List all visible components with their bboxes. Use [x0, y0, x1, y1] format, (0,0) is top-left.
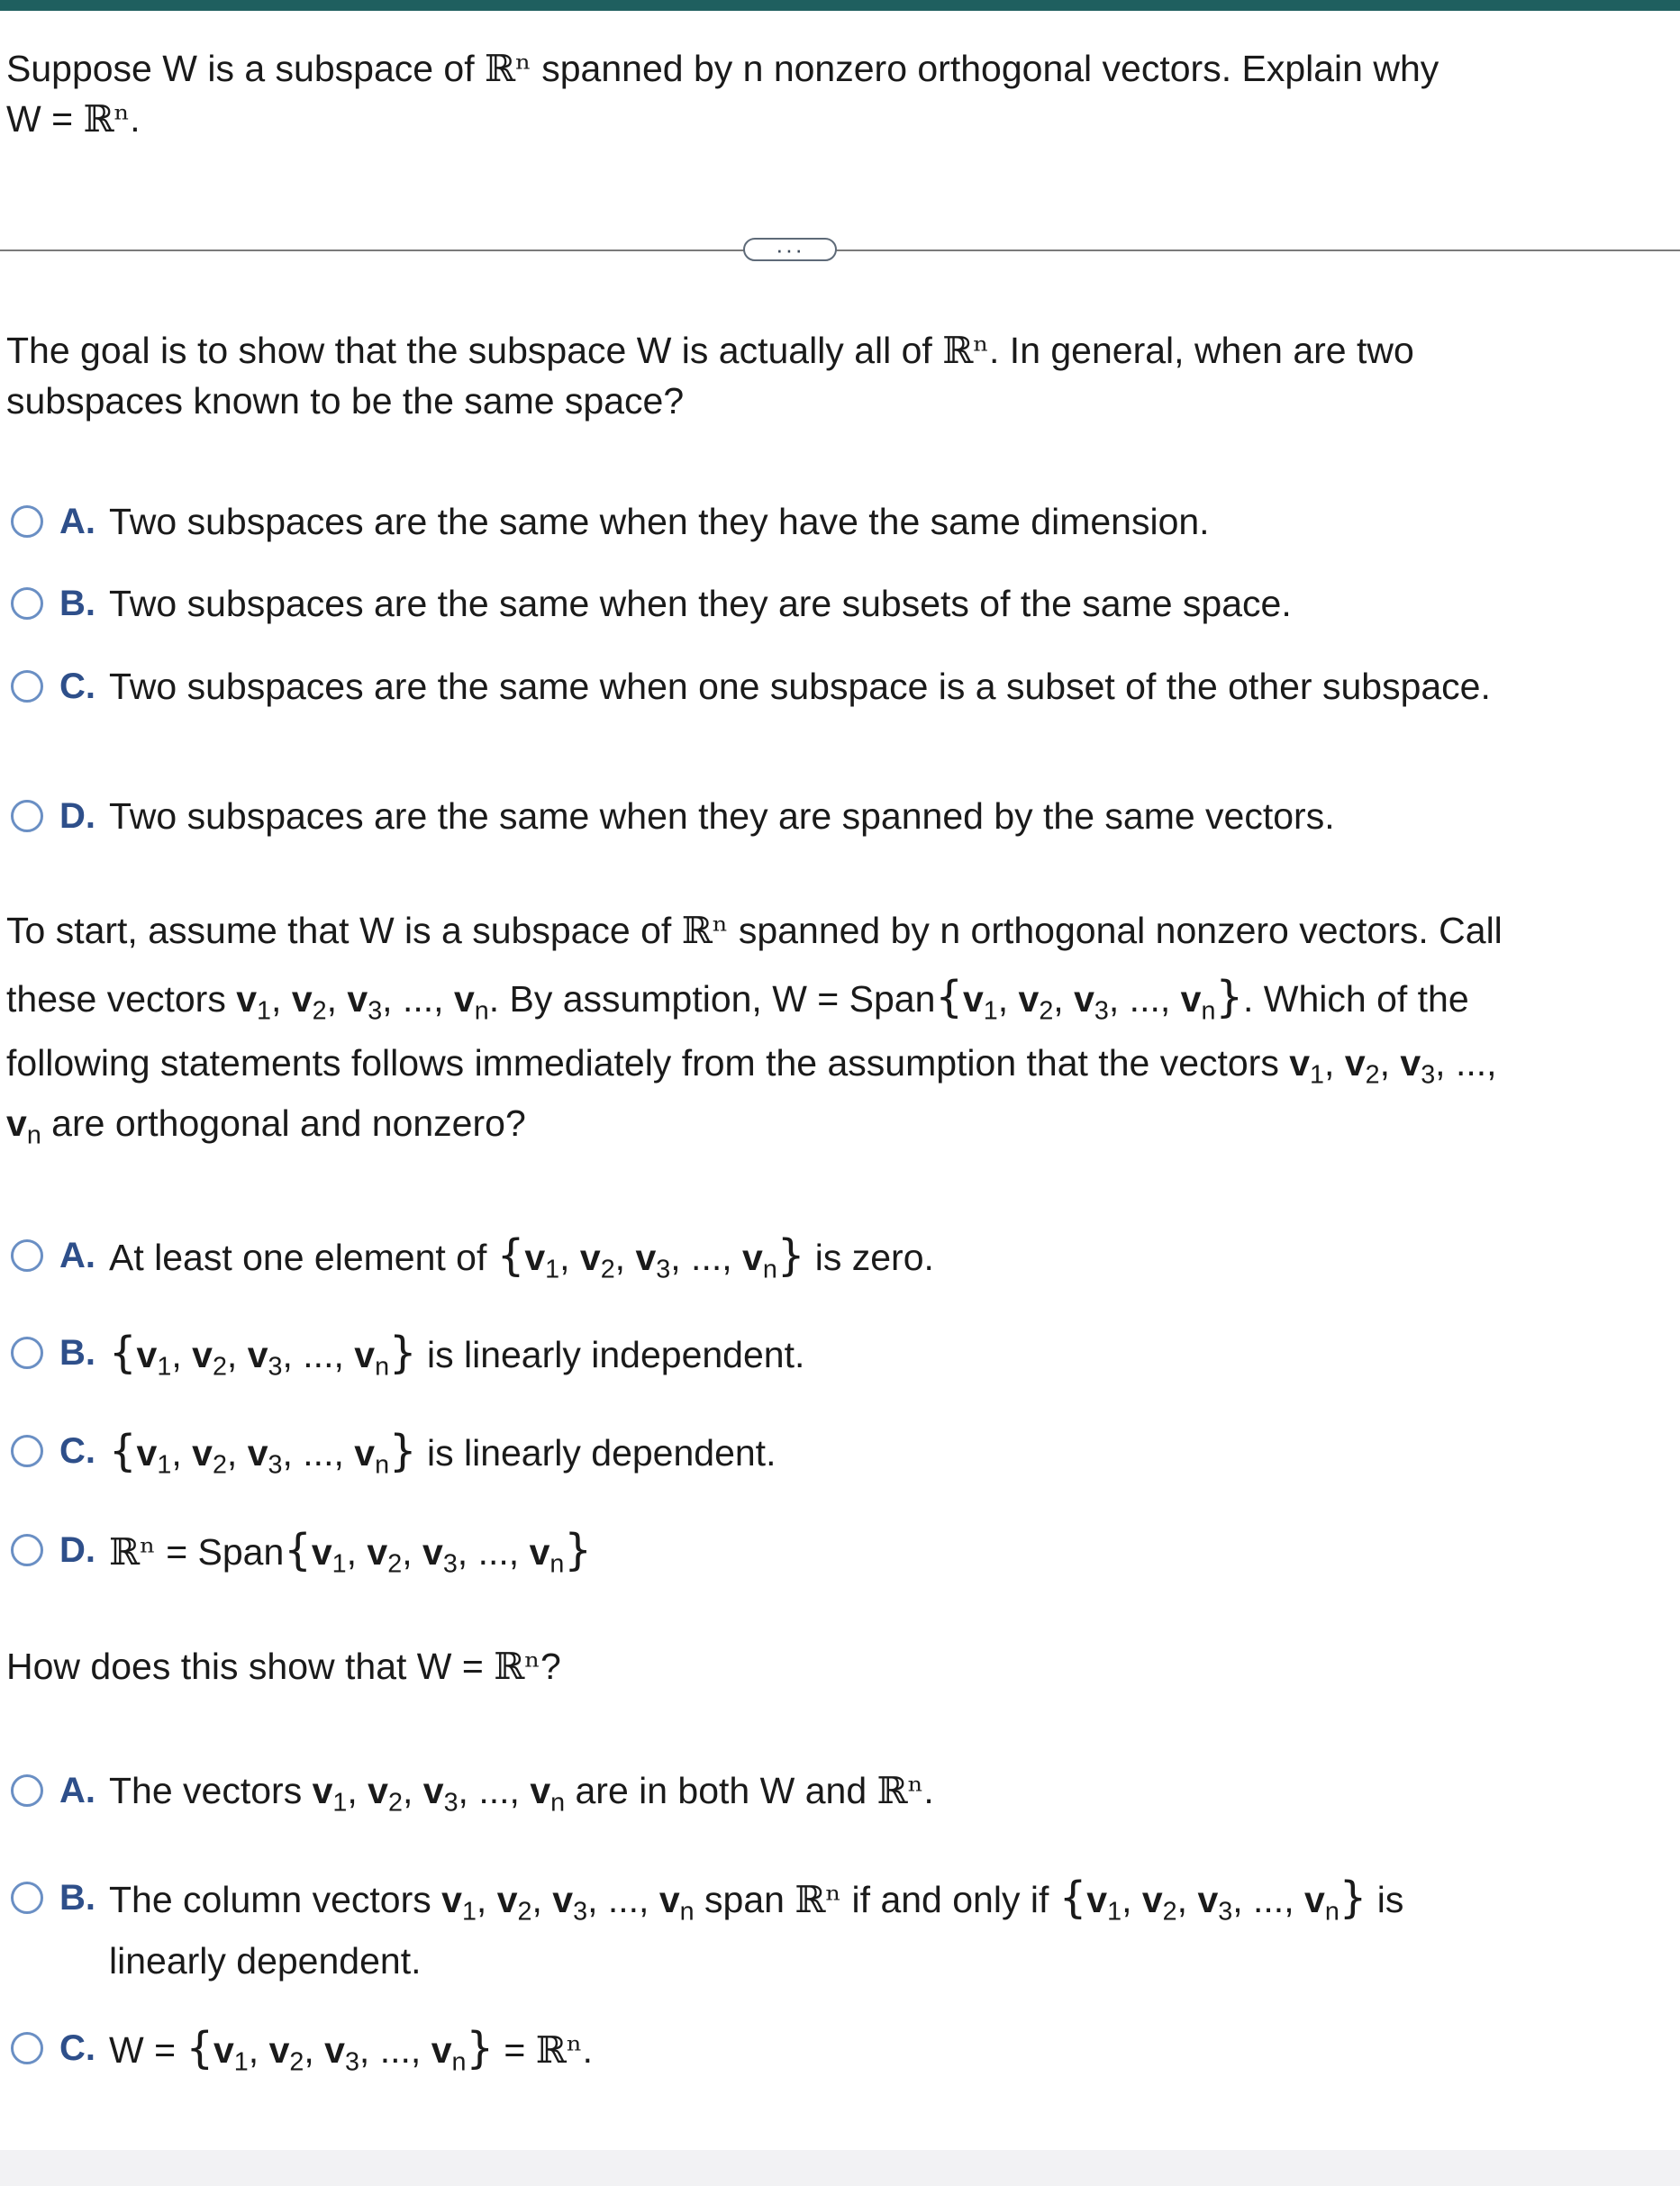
- part3-option-a[interactable]: A. The vectors $v_1$, $v_2$, $v_3$, ..., $v_n$ are in both W and ℝⁿ.: [11, 1769, 934, 1821]
- part1-option-a[interactable]: A. Two subspaces are the same when they have the same dimension.: [11, 500, 1210, 543]
- part1-option-d[interactable]: D. Two subspaces are the same when they are spanned by the same vectors.: [11, 794, 1335, 838]
- part2-question: To start, assume that W is a subspace of ℝⁿ spanned by n orthogonal nonzero vectors. Call these vectors $v_1$, $v_2$, $v_3$, ..., $v_n$. By assumption, $W = Span\{v_1$, $v_2$, $v_3$, ..., $v_n$}. Which of the following statements follows immediately from the assumption that the vectors $v_1$, $v_2$, $v_3$, ..., $v_n$ are orthogonal and nonzero?: [6, 909, 1503, 1151]
- radio-button[interactable]: [11, 670, 43, 703]
- radio-button[interactable]: [11, 1534, 43, 1566]
- radio-button[interactable]: [11, 587, 43, 620]
- bottom-bar: [0, 2150, 1680, 2186]
- radio-button[interactable]: [11, 1435, 43, 1467]
- question-prompt: Suppose W is a subspace of ℝⁿ spanned by n nonzero orthogonal vectors. Explain why W = ℝⁿ.: [6, 47, 1439, 141]
- part1-option-b[interactable]: B. Two subspaces are the same when they are subsets of the same space.: [11, 582, 1292, 625]
- radio-button[interactable]: [11, 1337, 43, 1369]
- radio-button[interactable]: [11, 1239, 43, 1272]
- part2-option-c[interactable]: C. {$v_1$, $v_2$, $v_3$, ..., $v_n$} is linearly dependent.: [11, 1429, 776, 1483]
- radio-button[interactable]: [11, 1882, 43, 1914]
- part3-option-c[interactable]: C. $W = \{v_1$, $v_2$, $v_3$, ..., $v_n$} = ℝⁿ.: [11, 2027, 593, 2081]
- radio-button[interactable]: [11, 1774, 43, 1807]
- part2-option-a[interactable]: A. At least one element of {$v_1$, $v_2$, $v_3$, ..., $v_n$} is zero.: [11, 1234, 934, 1288]
- radio-button[interactable]: [11, 505, 43, 538]
- part1-question: The goal is to show that the subspace W is actually all of ℝⁿ. In general, when are two subspaces known to be the same space?: [6, 329, 1414, 422]
- more-options-button[interactable]: ···: [743, 238, 837, 261]
- top-accent-bar: [0, 0, 1680, 11]
- part2-option-b[interactable]: B. {$v_1$, $v_2$, $v_3$, ..., $v_n$} is linearly independent.: [11, 1331, 804, 1385]
- section-divider: [0, 249, 1680, 251]
- part3-question: How does this show that W = ℝⁿ?: [6, 1645, 561, 1688]
- part2-option-d[interactable]: D. ℝⁿ = $Span\{v_1$, $v_2$, $v_3$, ..., $v_n$}: [11, 1528, 592, 1583]
- radio-button[interactable]: [11, 2032, 43, 2064]
- radio-button[interactable]: [11, 800, 43, 832]
- part1-option-c[interactable]: C. Two subspaces are the same when one subspace is a subset of the other subspace.: [11, 665, 1491, 708]
- part3-option-b[interactable]: B. The column vectors $v_1$, $v_2$, $v_3$, ..., $v_n$ span ℝⁿ if and only if {$v_1$, $v_2$, $v_3$, ..., $v_n$} is linearly dependent.: [11, 1876, 1403, 1991]
